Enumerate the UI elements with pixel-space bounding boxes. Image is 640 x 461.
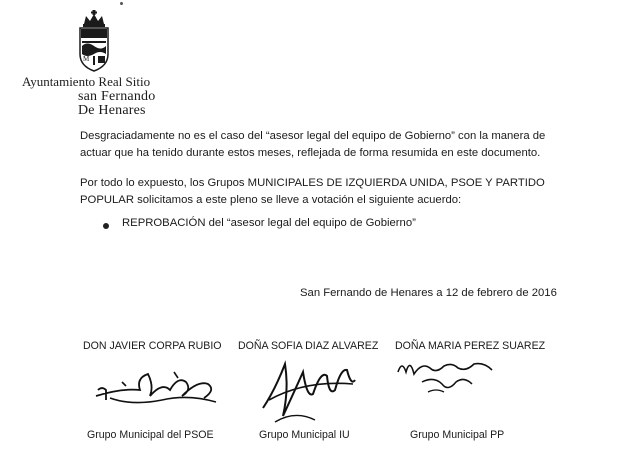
signature-pp xyxy=(392,352,502,400)
svg-text:M: M xyxy=(83,55,90,63)
signatory-group-psoe: Grupo Municipal del PSOE xyxy=(87,429,214,441)
signatory-group-pp: Grupo Municipal PP xyxy=(410,429,505,441)
scan-speck xyxy=(120,2,123,5)
paragraph-request: Por todo lo expuesto, los Grupos MUNICIPALES DE IZQUIERDA UNIDA, PSOE Y PARTIDO POPULAR solicitamos a este pleno se lleve a votación el siguiente acuerdo: xyxy=(80,177,545,206)
municipal-crest-icon xyxy=(74,10,114,72)
org-name-line2: san Fernando xyxy=(78,89,156,104)
paragraph-intro: Desgraciadamente no es el caso del “asesor legal del equipo de Gobierno” con la manera de actuar que ha tenido durante estos meses, reflejada de forma resumida en este documento. xyxy=(80,130,546,159)
dateline: San Fernando de Henares a 12 de febrero de 2016 xyxy=(300,287,557,299)
signatory-group-iu: Grupo Municipal IU xyxy=(259,429,350,441)
org-name-line1: Ayuntamiento Real Sitio xyxy=(22,74,151,89)
bullet-icon xyxy=(103,223,109,229)
signatory-name-psoe: DON JAVIER CORPA RUBIO xyxy=(83,340,222,352)
signatory-name-pp: DOÑA MARIA PEREZ SUAREZ xyxy=(395,340,546,352)
signature-psoe xyxy=(92,360,222,415)
signature-iu xyxy=(255,350,365,430)
org-name-line3: De Henares xyxy=(78,103,146,118)
signatory-name-iu: DOÑA SOFIA DIAZ ALVAREZ xyxy=(238,340,379,352)
motion-item: REPROBACIÓN del “asesor legal del equipo de Gobierno” xyxy=(122,217,416,229)
